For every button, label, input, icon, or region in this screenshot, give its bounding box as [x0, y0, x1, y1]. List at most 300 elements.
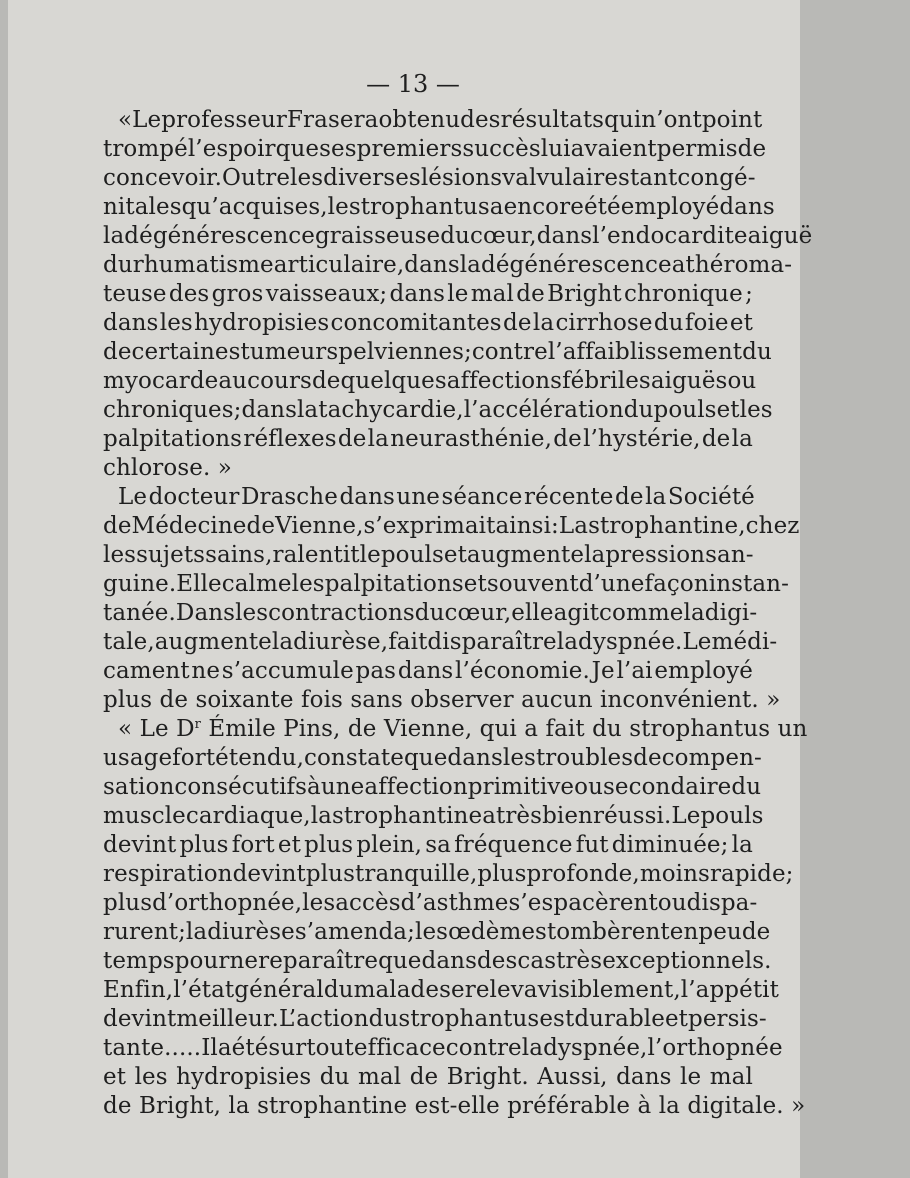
- word: s’amenda;: [294, 919, 415, 945]
- word: a: [364, 107, 379, 133]
- word: quelques: [340, 368, 447, 394]
- text-line: [103, 599, 758, 628]
- word: une: [396, 484, 440, 510]
- word: les: [290, 165, 324, 191]
- word: plus: [305, 861, 356, 887]
- word: contre: [445, 1035, 522, 1061]
- word: dans: [404, 252, 460, 278]
- word: dans: [241, 397, 297, 423]
- word: été: [231, 1035, 269, 1061]
- word: foie: [684, 310, 729, 336]
- word: Société: [667, 484, 755, 510]
- word: l’espoir: [187, 136, 276, 162]
- word: palpitations: [103, 426, 243, 452]
- word: Le: [118, 484, 148, 510]
- word: sains,: [205, 542, 273, 568]
- word: diverses: [323, 165, 421, 191]
- word: du: [414, 600, 445, 626]
- word: résultats: [500, 107, 605, 133]
- word: et: [443, 542, 467, 568]
- word: du: [731, 774, 762, 800]
- word: de: [311, 368, 341, 394]
- word: du: [742, 339, 772, 365]
- word: strophantine,: [588, 513, 746, 539]
- word: diurèse,: [293, 629, 389, 655]
- word: dans: [536, 223, 593, 249]
- word: agit: [553, 600, 600, 626]
- word: teuse: [103, 281, 167, 307]
- word: fébriles: [562, 368, 651, 394]
- text-line: [103, 222, 813, 251]
- word: contractions: [268, 600, 415, 626]
- word: cœur,: [444, 600, 512, 626]
- word: dégénérescence: [124, 223, 315, 249]
- word: permis: [656, 136, 738, 162]
- word: d’une: [578, 571, 645, 597]
- word: médi-: [711, 629, 778, 655]
- word: pouls: [653, 397, 717, 423]
- word: qu’acquises,: [181, 194, 328, 220]
- word: les: [134, 1064, 168, 1090]
- word: général: [234, 977, 324, 1003]
- word: pour: [174, 948, 230, 974]
- word: Outre: [222, 165, 291, 191]
- word: Il: [201, 1035, 218, 1061]
- word: Bright.: [446, 1064, 529, 1090]
- word: guine.: [103, 571, 177, 597]
- word: Bright: [547, 281, 622, 307]
- word: le: [359, 542, 381, 568]
- word: releva: [464, 977, 538, 1003]
- word: du: [653, 310, 684, 336]
- word: L’action: [278, 1006, 369, 1032]
- word: le: [327, 194, 349, 220]
- text-line: [103, 1005, 767, 1034]
- word: articulaire,: [273, 252, 405, 278]
- word: peu: [698, 919, 742, 945]
- word: au: [218, 368, 248, 394]
- word: est: [539, 1006, 575, 1032]
- text-line: [103, 976, 779, 1005]
- text-line: [103, 744, 762, 773]
- word: tachycardie,: [318, 397, 464, 423]
- word: réflexes: [243, 426, 337, 452]
- word: profonde,: [526, 861, 640, 887]
- word: et: [716, 397, 740, 423]
- word: dans: [103, 310, 159, 336]
- word: employé: [620, 194, 720, 220]
- word: que: [275, 136, 320, 162]
- word: Le: [682, 629, 712, 655]
- word: palpitations: [324, 571, 464, 597]
- word: réussi.: [592, 803, 672, 829]
- text-line: [103, 135, 767, 164]
- word: façon: [644, 571, 709, 597]
- word: chez: [745, 513, 800, 539]
- word: graisseuse: [314, 223, 441, 249]
- word: ralentit: [272, 542, 360, 568]
- word: a: [217, 1035, 232, 1061]
- word: vaisseaux;: [265, 281, 388, 307]
- word: temps: [103, 948, 175, 974]
- text-line: chlorose. »: [103, 455, 232, 481]
- word: se: [439, 977, 465, 1003]
- word: a: [489, 194, 504, 220]
- text-line: [103, 860, 794, 889]
- word: l’économie.: [455, 658, 590, 684]
- word: «: [118, 107, 133, 133]
- word: cardiaque,: [185, 803, 311, 829]
- word: Enfin,: [103, 977, 174, 1003]
- text-line: [103, 831, 753, 860]
- word: du: [319, 1064, 350, 1090]
- word: du: [440, 223, 470, 249]
- word: Médecine: [131, 513, 247, 539]
- text-fragment: « Le D: [118, 716, 195, 742]
- word: san-: [705, 542, 754, 568]
- word: strophantus: [398, 1006, 540, 1032]
- word: de: [409, 1064, 439, 1090]
- word: dans: [421, 948, 477, 974]
- word: plus: [103, 890, 153, 916]
- word: avaient: [570, 136, 657, 162]
- word: de: [741, 919, 771, 945]
- word: la: [532, 310, 555, 336]
- word: a: [482, 803, 496, 829]
- word: tante.....: [103, 1035, 202, 1061]
- word: tale,: [103, 629, 155, 655]
- text-line: [103, 1034, 783, 1063]
- word: et: [103, 1064, 127, 1090]
- word: certaines: [131, 339, 241, 365]
- word: le: [680, 1064, 702, 1090]
- word: bien: [542, 803, 593, 829]
- word: qui: [604, 107, 642, 133]
- word: lui: [540, 136, 571, 162]
- text-line: [103, 541, 753, 570]
- word: digi-: [704, 600, 758, 626]
- word: de: [615, 484, 644, 510]
- text-line: [103, 367, 757, 396]
- word: dans: [447, 745, 503, 771]
- word: consécutifs: [174, 774, 308, 800]
- word: elle: [511, 600, 554, 626]
- word: concomitantes: [330, 310, 502, 336]
- word: les: [103, 542, 137, 568]
- word: que: [403, 745, 448, 771]
- word: la: [645, 484, 667, 510]
- word: meilleur.: [176, 1006, 279, 1032]
- word: obtenu: [378, 107, 461, 133]
- word: malade: [353, 977, 440, 1003]
- word: dans: [339, 484, 395, 510]
- word: cas: [517, 948, 557, 974]
- word: s’exprimait: [363, 513, 496, 539]
- word: œdèmes: [448, 919, 547, 945]
- word: étendu,: [215, 745, 304, 771]
- word: la: [731, 832, 753, 858]
- word: neurasthénie,: [390, 426, 553, 452]
- word: myocarde: [103, 368, 219, 394]
- text-fragment: Émile Pins, de Vienne, qui a fait du strophantus un: [200, 716, 808, 742]
- word: cours: [247, 368, 312, 394]
- word: de: [503, 310, 532, 336]
- word: disparaître: [427, 629, 557, 655]
- word: athéroma-: [671, 252, 793, 278]
- word: aiguë: [747, 223, 813, 249]
- word: plein,: [356, 832, 423, 858]
- word: de: [103, 513, 132, 539]
- word: Je: [591, 658, 615, 684]
- word: ne: [229, 948, 259, 974]
- word: reparaître: [258, 948, 379, 974]
- word: dyspnée.: [578, 629, 683, 655]
- word: docteur: [148, 484, 240, 510]
- text-line: de Bright, la strophantine est-elle préférable à la digitale. »: [103, 1093, 806, 1119]
- word: tanée.: [103, 600, 176, 626]
- word: ainsi: [495, 513, 552, 539]
- word: compen-: [661, 745, 762, 771]
- word: surtout: [268, 1035, 354, 1061]
- word: Le: [671, 803, 701, 829]
- word: accès: [335, 890, 401, 916]
- word: ne: [191, 658, 221, 684]
- word: plus: [477, 861, 527, 887]
- text-line: [103, 164, 756, 193]
- word: les: [414, 919, 449, 945]
- word: récente: [524, 484, 614, 510]
- word: employé: [654, 658, 753, 684]
- text-line: [103, 657, 753, 686]
- word: ou: [574, 774, 604, 800]
- word: dégénérescence: [481, 252, 672, 278]
- word: instan-: [708, 571, 789, 597]
- text-line: [103, 570, 789, 599]
- word: des: [460, 107, 501, 133]
- word: l’endocardite: [592, 223, 748, 249]
- word: tranquille,: [355, 861, 478, 887]
- word: secondaire: [603, 774, 732, 800]
- word: la: [103, 223, 125, 249]
- word: calme: [221, 571, 292, 597]
- word: fréquence: [454, 832, 573, 858]
- word: dans: [719, 194, 775, 220]
- word: d’asthme: [400, 890, 509, 916]
- word: de: [633, 745, 662, 771]
- text-line: [103, 918, 771, 947]
- word: devint: [103, 1006, 177, 1032]
- text-line: [103, 280, 753, 309]
- word: le: [447, 281, 469, 307]
- word: devint: [103, 832, 177, 858]
- word: les: [502, 745, 536, 771]
- word: dyspnée,: [543, 1035, 648, 1061]
- word: chronique: [624, 281, 743, 307]
- text-line: [103, 889, 758, 918]
- word: comme: [599, 600, 684, 626]
- word: une: [320, 774, 365, 800]
- word: tombèrent: [546, 919, 670, 945]
- word: augmente: [154, 629, 272, 655]
- word: lésions: [420, 165, 503, 191]
- word: pouls: [380, 542, 444, 568]
- word: strophantine: [332, 803, 483, 829]
- word: du: [623, 397, 654, 423]
- word: la: [556, 629, 579, 655]
- word: premiers: [356, 136, 463, 162]
- word: souvent: [486, 571, 579, 597]
- word: la: [459, 252, 481, 278]
- word: les: [291, 571, 325, 597]
- word: affection: [364, 774, 468, 800]
- word: les: [235, 600, 269, 626]
- word: augmente: [466, 542, 585, 568]
- text-line: [103, 193, 775, 222]
- word: hydropisies: [194, 310, 330, 336]
- word: primitive: [467, 774, 575, 800]
- word: mal: [358, 1064, 402, 1090]
- word: Drasche: [240, 484, 338, 510]
- word: affections: [446, 368, 563, 394]
- word: persis-: [688, 1006, 767, 1032]
- page-number: — 13 —: [366, 70, 460, 98]
- word: la: [731, 426, 753, 452]
- word: diminuée;: [611, 832, 729, 858]
- word: la: [185, 919, 208, 945]
- word: la: [296, 397, 319, 423]
- text-line: [103, 628, 778, 657]
- word: la: [521, 1035, 544, 1061]
- word: strophantus: [348, 194, 490, 220]
- word: respiration: [103, 861, 233, 887]
- word: que: [378, 948, 422, 974]
- word: les: [159, 310, 193, 336]
- word: les: [739, 397, 773, 423]
- word: de: [553, 426, 582, 452]
- word: valvulaires: [502, 165, 630, 191]
- word: de: [337, 426, 367, 452]
- word: dispa-: [686, 890, 758, 916]
- word: très: [496, 803, 543, 829]
- word: l’hystérie,: [583, 426, 701, 452]
- word: l’orthopnée: [647, 1035, 783, 1061]
- word: nitales: [103, 194, 182, 220]
- word: et: [729, 310, 753, 336]
- word: du: [103, 252, 133, 278]
- word: dans: [616, 1064, 672, 1090]
- word: les: [302, 890, 336, 916]
- word: cœur,: [469, 223, 537, 249]
- word: la: [271, 629, 294, 655]
- word: sa: [425, 832, 451, 858]
- word: point: [701, 107, 763, 133]
- word: de: [246, 513, 276, 539]
- word: pression: [605, 542, 706, 568]
- word: tumeurs: [240, 339, 339, 365]
- word: l’accélération: [463, 397, 624, 423]
- word: ou: [727, 368, 757, 394]
- word: rapide;: [709, 861, 794, 887]
- word: concevoir.: [103, 165, 223, 191]
- word: n’ont: [641, 107, 702, 133]
- word: fort: [172, 745, 216, 771]
- word: trompé: [103, 136, 188, 162]
- word: et: [463, 571, 487, 597]
- word: professeur: [161, 107, 287, 133]
- word: l’ai: [616, 658, 653, 684]
- word: hydropisies: [176, 1064, 312, 1090]
- word: cament: [103, 658, 190, 684]
- word: aiguës: [650, 368, 728, 394]
- word: diurèse: [207, 919, 295, 945]
- text-line: [103, 1063, 753, 1092]
- word: fut: [575, 832, 609, 858]
- word: troubles: [535, 745, 634, 771]
- word: sujets: [136, 542, 206, 568]
- text-line: [103, 802, 764, 831]
- word: Aussi,: [537, 1064, 608, 1090]
- word: sation: [103, 774, 175, 800]
- word: rurent;: [103, 919, 186, 945]
- word: plus: [179, 832, 229, 858]
- word: durable: [574, 1006, 665, 1032]
- word: et: [277, 832, 301, 858]
- word: fort: [231, 832, 275, 858]
- word: tant: [629, 165, 678, 191]
- word: rhumatisme: [132, 252, 274, 278]
- word: mal: [470, 281, 514, 307]
- text-line: [103, 338, 772, 367]
- word: de: [701, 426, 731, 452]
- word: exceptionnels.: [602, 948, 772, 974]
- text-line: [103, 947, 772, 976]
- word: efficace: [353, 1035, 446, 1061]
- word: plus: [304, 832, 354, 858]
- word: moins: [639, 861, 710, 887]
- text-line: [118, 106, 763, 135]
- word: s’espacèrent: [508, 890, 658, 916]
- word: dans: [397, 658, 454, 684]
- word: congé-: [677, 165, 756, 191]
- word: l’état: [173, 977, 235, 1003]
- word: de: [516, 281, 545, 307]
- word: succès: [462, 136, 541, 162]
- word: la: [584, 542, 606, 568]
- word: du: [368, 1006, 399, 1032]
- word: muscle: [103, 803, 186, 829]
- word: contre: [471, 339, 548, 365]
- word: la: [310, 803, 332, 829]
- text-line: [118, 715, 910, 744]
- word: devint: [232, 861, 306, 887]
- word: :: [551, 513, 559, 539]
- text-line: [103, 512, 800, 541]
- word: pouls: [700, 803, 764, 829]
- text-line: [103, 251, 793, 280]
- text-line: [103, 773, 762, 802]
- word: mal: [709, 1064, 753, 1090]
- text-line: [103, 396, 773, 425]
- word: des: [168, 281, 210, 307]
- word: Fraser: [286, 107, 365, 133]
- book-page: [8, 0, 813, 1178]
- word: La: [558, 513, 589, 539]
- word: été: [583, 194, 621, 220]
- word: Le: [132, 107, 162, 133]
- word: Elle: [176, 571, 222, 597]
- word: très: [556, 948, 603, 974]
- word: des: [476, 948, 518, 974]
